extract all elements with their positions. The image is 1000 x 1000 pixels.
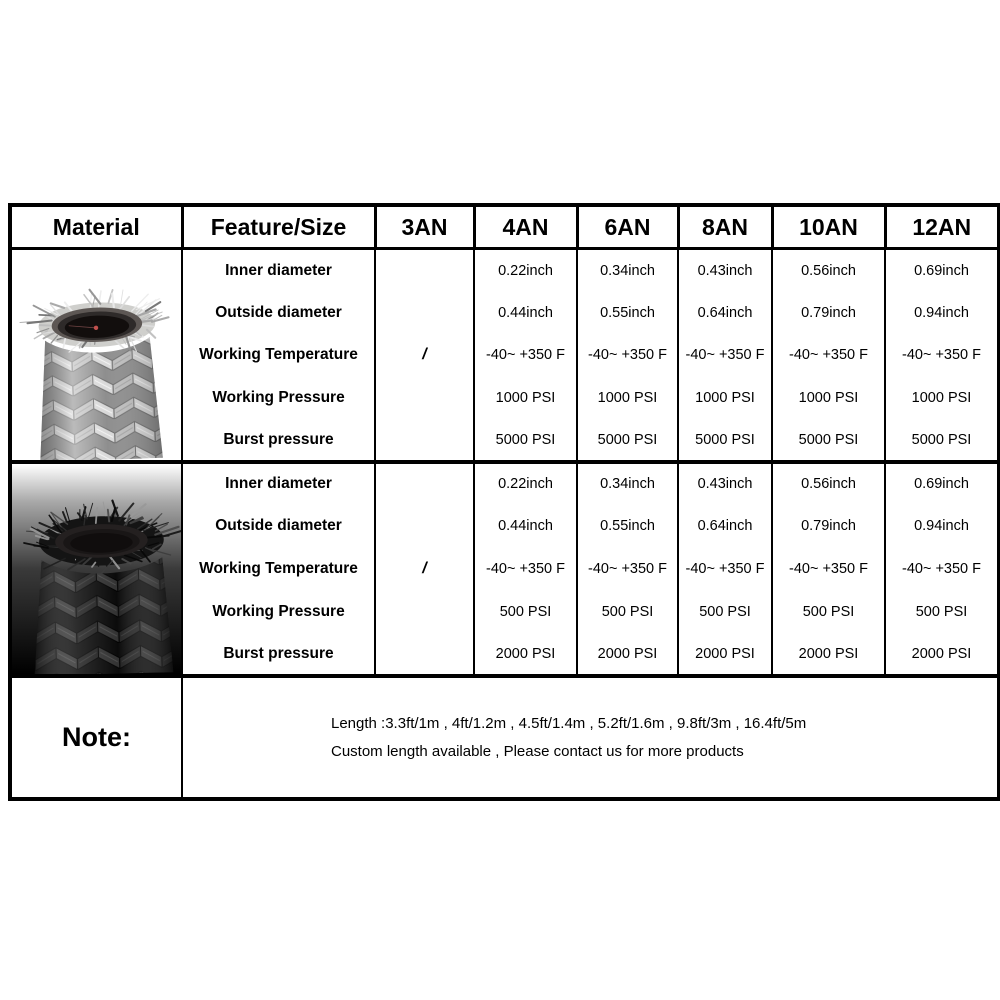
header-cell-material: Material [10,205,182,249]
value-cell: 0.79inch [772,291,885,334]
row-label: Outside diameter [182,291,375,334]
row-label: Burst pressure [182,419,375,462]
material-photo-nylon [10,462,182,676]
header-cell-6an: 6AN [577,205,678,249]
value-cell: 0.55inch [577,291,678,334]
value-cell: -40~ +350 F [474,548,577,591]
header-row [10,205,999,249]
value-cell: 1000 PSI [772,377,885,420]
header-cell-3an: 3AN [375,205,474,249]
row-label: Inner diameter [182,249,375,292]
value-cell: 0.34inch [577,462,678,505]
note-row [10,676,999,799]
na-cell-3an: / [375,462,474,676]
table-row [10,249,999,292]
value-cell: 1000 PSI [678,377,772,420]
value-cell: 5000 PSI [474,419,577,462]
table-row [10,462,999,505]
stainless-braided-hose-image [12,250,181,460]
value-cell: 0.43inch [678,249,772,292]
value-cell: 0.55inch [577,505,678,548]
value-cell: 0.79inch [772,505,885,548]
nylon-braided-hose-image [12,464,181,674]
value-cell: 0.44inch [474,505,577,548]
row-label: Working Temperature [182,548,375,591]
note-line-length: Length :3.3ft/1m , 4ft/1.2m , 4.5ft/1.4m , 5.2ft/1.6m , 9.8ft/3m , 16.4ft/5m [331,714,807,732]
value-cell: -40~ +350 F [772,548,885,591]
value-cell: -40~ +350 F [678,548,772,591]
row-label: Working Pressure [182,377,375,420]
header-cell-4an: 4AN [474,205,577,249]
header-cell-10an: 10AN [772,205,885,249]
value-cell: 500 PSI [772,590,885,633]
value-cell: -40~ +350 F [772,334,885,377]
value-cell: 0.64inch [678,291,772,334]
value-cell: 2000 PSI [678,633,772,676]
value-cell: 5000 PSI [577,419,678,462]
value-cell: 1000 PSI [474,377,577,420]
value-cell: -40~ +350 F [474,334,577,377]
section-stainless-hose [10,249,999,463]
row-label: Burst pressure [182,633,375,676]
note-line-custom: Custom length available , Please contact us for more products [331,742,744,760]
value-cell: 0.56inch [772,249,885,292]
value-cell: 500 PSI [885,590,999,633]
value-cell: 0.34inch [577,249,678,292]
value-cell: 2000 PSI [885,633,999,676]
value-cell: 0.64inch [678,505,772,548]
header-cell-8an: 8AN [678,205,772,249]
na-cell-3an: / [375,249,474,463]
value-cell: 500 PSI [678,590,772,633]
section-nylon-hose [10,462,999,676]
value-cell: 1000 PSI [577,377,678,420]
value-cell: 1000 PSI [885,377,999,420]
value-cell: 0.56inch [772,462,885,505]
value-cell: 0.69inch [885,249,999,292]
value-cell: 0.22inch [474,249,577,292]
spec-table [8,203,1000,801]
row-label: Working Temperature [182,334,375,377]
row-label: Working Pressure [182,590,375,633]
value-cell: -40~ +350 F [577,548,678,591]
value-cell: 0.94inch [885,291,999,334]
value-cell: 2000 PSI [772,633,885,676]
row-label: Outside diameter [182,505,375,548]
value-cell: 5000 PSI [772,419,885,462]
note-label: Note: [10,676,182,799]
value-cell: -40~ +350 F [678,334,772,377]
value-cell: 500 PSI [474,590,577,633]
value-cell: 0.22inch [474,462,577,505]
note-content [182,676,999,799]
value-cell: 2000 PSI [474,633,577,676]
value-cell: 5000 PSI [678,419,772,462]
value-cell: 0.69inch [885,462,999,505]
header-cell-12an: 12AN [885,205,999,249]
value-cell: 0.44inch [474,291,577,334]
header-cell-feature-size: Feature/Size [182,205,375,249]
value-cell: -40~ +350 F [885,548,999,591]
value-cell: 500 PSI [577,590,678,633]
value-cell: -40~ +350 F [577,334,678,377]
value-cell: 0.94inch [885,505,999,548]
value-cell: 0.43inch [678,462,772,505]
value-cell: -40~ +350 F [885,334,999,377]
material-photo-stainless [10,249,182,463]
value-cell: 5000 PSI [885,419,999,462]
note-section [10,676,999,799]
row-label: Inner diameter [182,462,375,505]
value-cell: 2000 PSI [577,633,678,676]
